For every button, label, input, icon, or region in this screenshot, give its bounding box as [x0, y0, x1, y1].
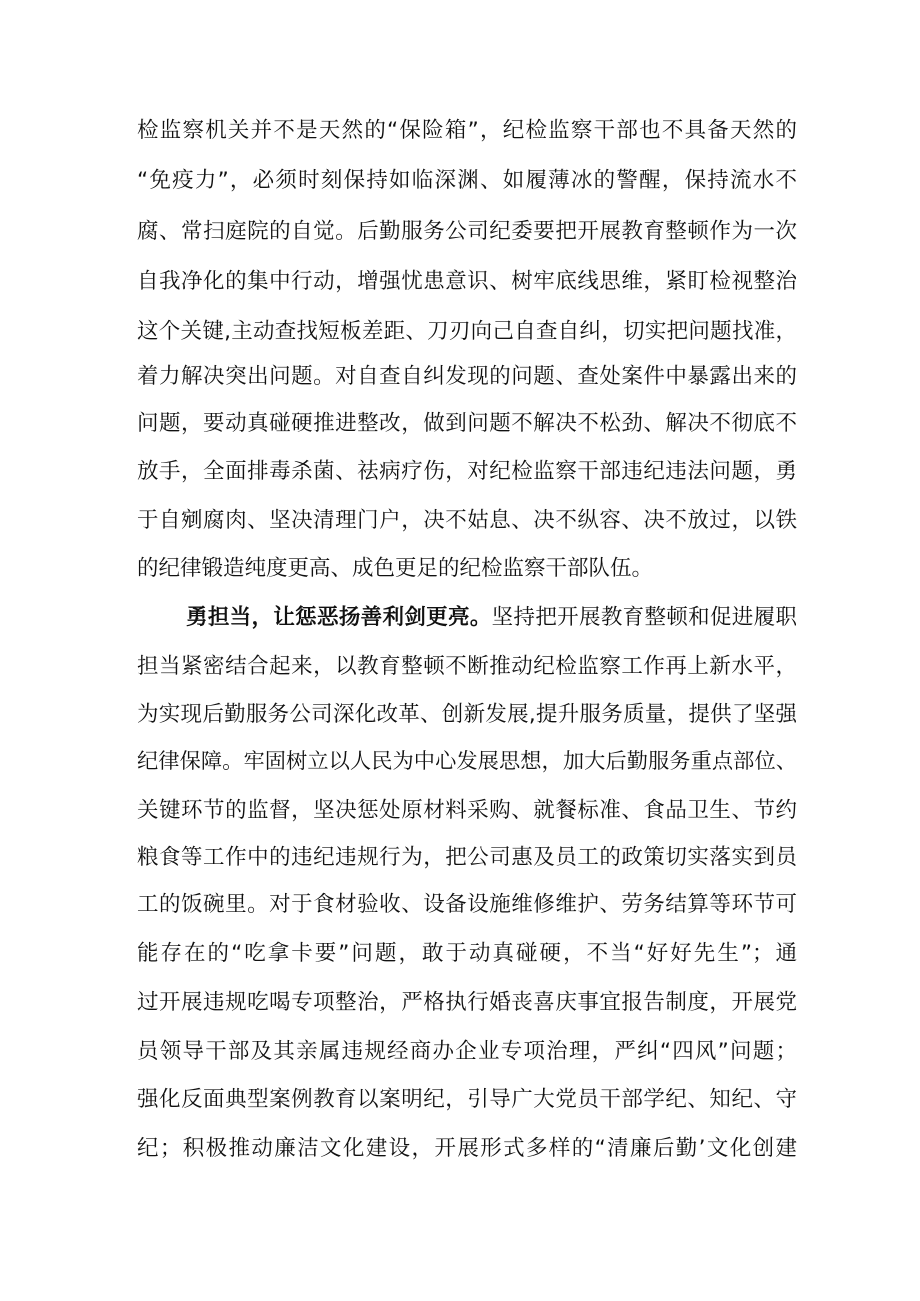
paragraph-1-line-10: 的纪律锻造纯度更高、成色更足的纪检监察干部队伍。	[137, 556, 654, 581]
paragraph-2-line-9: 过开展违规吃喝专项整治，严格执行婚丧喜庆事宜报告制度，开展党	[137, 990, 797, 1015]
paragraph-2-line-11: 强化反面典型案例教育以案明纪，引导广大党员干部学纪、知纪、守	[137, 1087, 797, 1112]
paragraph-2-line-7: 工的饭碗里。对于食材验收、设备设施维修维护、劳务结算等环节可	[137, 892, 797, 917]
paragraph-1-line-4: 自我净化的集中行动，增强忧患意识、树牢底线思维，紧盯检视整治	[137, 269, 797, 294]
paragraph-2-line-2: 担当紧密结合起来，以教育整顿不断推动纪检监察工作再上新水平，	[137, 654, 797, 679]
paragraph-2-lead-heading: 勇担当，让惩恶扬善利剑更亮。	[186, 605, 492, 630]
paragraph-1-line-5: 这个关键,主动查找短板差距、刀刃向己自查自纠，切实把问题找准，	[137, 319, 797, 344]
paragraph-2-line-8: 能存在的“吃拿卡要”问题，敢于动真碰硬，不当“好好先生”；通	[137, 941, 797, 966]
paragraph-1-line-7: 问题，要动真碰硬推进整改，做到问题不解决不松劲、解决不彻底不	[137, 411, 797, 436]
paragraph-1-line-9: 于自剜腐肉、坚决清理门户，决不姑息、决不纵容、决不放过，以铁	[137, 508, 797, 533]
paragraph-1-line-3: 腐、常扫庭院的自觉。后勤服务公司纪委要把开展教育整顿作为一次	[137, 219, 797, 244]
paragraph-2-line-5: 关键环节的监督，坚决惩处原材料采购、就餐标准、食品卫生、节约	[137, 798, 797, 823]
paragraph-1-line-6: 着力解决突出问题。对自查自纠发现的问题、查处案件中暴露出来的	[137, 364, 797, 389]
paragraph-2-line-1	[186, 594, 797, 642]
paragraph-2-line-3: 为实现后勤服务公司深化改革、创新发展,提升服务质量，提供了坚强	[137, 702, 797, 727]
paragraph-1-line-2: “免疫力”，必须时刻保持如临深渊、如履薄冰的警醒，保持流水不	[137, 168, 797, 193]
paragraph-2-first-line-text: 坚持把开展教育整顿和促进履职	[491, 605, 797, 630]
paragraph-2-line-10: 员领导干部及其亲属违规经商办企业专项治理，严纠“四风”问题；	[137, 1039, 797, 1064]
paragraph-2-line-6: 粮食等工作中的违纪违规行为，把公司惠及员工的政策切实落实到员	[137, 845, 797, 870]
paragraph-2-line-4: 纪律保障。牢固树立以人民为中心发展思想，加大后勤服务重点部位、	[137, 749, 797, 774]
paragraph-1-line-1: 检监察机关并不是天然的“保险箱”，纪检监察干部也不具备天然的	[137, 118, 797, 143]
paragraph-2-line-12: 纪；积极推动廉洁文化建设，开展形式多样的“清廉后勤’文化创建	[137, 1136, 797, 1161]
paragraph-1-line-8: 放手，全面排毒杀菌、祛病疗伤，对纪检监察干部违纪违法问题，勇	[137, 459, 797, 484]
